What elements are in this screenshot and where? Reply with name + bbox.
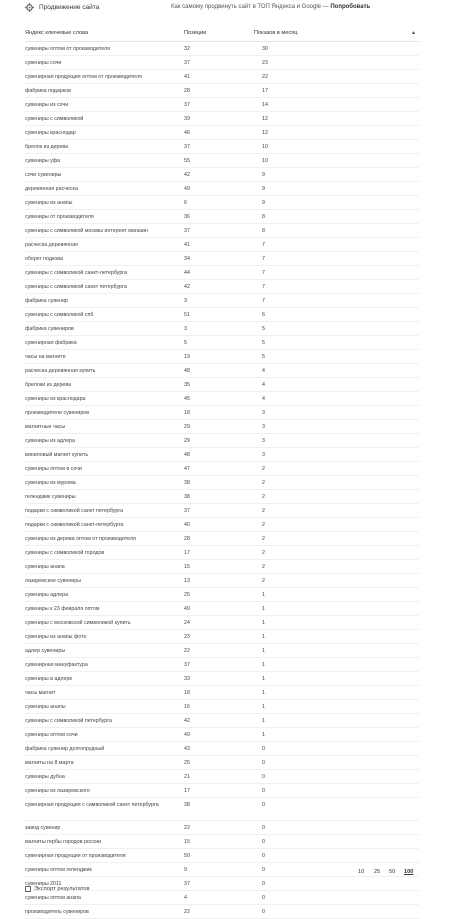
position-cell: 38: [184, 480, 190, 486]
keyword-cell: лазаревское сувениры: [25, 578, 82, 584]
keyword-cell: сувениры с символикой городов: [25, 550, 105, 556]
table-row: [25, 294, 419, 308]
table-row: [25, 420, 419, 434]
keyword-cell: адлер сувениры: [25, 648, 66, 654]
keyword-cell: оберег подкова: [25, 256, 63, 262]
page-size-25[interactable]: 25: [374, 869, 381, 875]
shows-cell: 23: [262, 60, 268, 66]
keyword-cell: геленджик сувениры: [25, 494, 76, 500]
keyword-cell: сувениры с символикой санкт-петербурга: [25, 270, 128, 276]
shows-cell: 0: [262, 839, 265, 845]
export-icon[interactable]: [25, 886, 31, 892]
position-cell: 49: [184, 186, 190, 192]
table-row: [25, 490, 419, 504]
table-row: [25, 336, 419, 350]
position-cell: 46: [184, 130, 190, 136]
table-row: [25, 140, 419, 154]
position-cell: 19: [184, 354, 190, 360]
shows-cell: 1: [262, 732, 265, 738]
position-cell: 42: [184, 172, 190, 178]
position-cell: 13: [184, 578, 190, 584]
shows-cell: 1: [262, 690, 265, 696]
table-row: [25, 70, 419, 84]
position-cell: 50: [184, 853, 190, 859]
keyword-cell: сувениры из анапы: [25, 200, 73, 206]
shows-cell: 1: [262, 718, 265, 724]
position-cell: 37: [184, 102, 190, 108]
position-cell: 47: [184, 466, 190, 472]
keyword-cell: сувениры из лазаревского: [25, 788, 90, 794]
shows-cell: 0: [262, 825, 265, 831]
keyword-cell: производитель сувениров: [25, 909, 89, 915]
shows-cell: 17: [262, 88, 268, 94]
keyword-cell: подарки с символикой санкт петербурга: [25, 508, 124, 514]
table-row: [25, 168, 419, 182]
page-size-10[interactable]: 10: [358, 869, 365, 875]
position-cell: 29: [184, 438, 190, 444]
shows-cell: 1: [262, 704, 265, 710]
shows-cell: 4: [262, 382, 265, 388]
keyword-cell: сувениры с символикой москвы интернет магазин: [25, 228, 148, 234]
table-row: [25, 224, 419, 238]
position-cell: 41: [184, 242, 190, 248]
shows-cell: 0: [262, 746, 265, 752]
shows-cell: 3: [262, 452, 265, 458]
shows-cell: 12: [262, 130, 268, 136]
keyword-cell: сувениры 2011: [25, 881, 62, 887]
keyword-cell: сувениры оптом анапа: [25, 895, 81, 901]
position-cell: 21: [184, 774, 190, 780]
table-row: [25, 588, 419, 602]
table-row: [25, 56, 419, 70]
shows-cell: 0: [262, 853, 265, 859]
table-row: [25, 238, 419, 252]
position-cell: 25: [184, 760, 190, 766]
keywords-table: [25, 25, 419, 919]
position-cell: 28: [184, 88, 190, 94]
shows-cell: 7: [262, 242, 265, 248]
export-link[interactable]: Экспорт результатов: [34, 886, 90, 892]
shows-cell: 8: [262, 228, 265, 234]
shows-cell: 8: [262, 214, 265, 220]
column-keywords[interactable]: Яндекс ключевые слова: [25, 30, 89, 36]
table-row: [25, 821, 419, 835]
table-row: [25, 686, 419, 700]
shows-cell: 2: [262, 480, 265, 486]
keyword-cell: сувенирная продукция оптом от производителя: [25, 74, 142, 80]
keyword-cell: фабрика подарков: [25, 88, 71, 94]
keyword-cell: сувениры оптом в сочи: [25, 466, 82, 472]
shows-cell: 0: [262, 895, 265, 901]
keyword-cell: сувениры с символикой петербурга: [25, 718, 112, 724]
position-cell: 16: [184, 704, 190, 710]
table-row: [25, 905, 419, 919]
shows-cell: 3: [262, 438, 265, 444]
shows-cell: 7: [262, 298, 265, 304]
table-row: [25, 616, 419, 630]
shows-cell: 7: [262, 256, 265, 262]
keyword-cell: расческа деревянная купить: [25, 368, 96, 374]
shows-cell: 1: [262, 662, 265, 668]
keyword-cell: фабрика сувениров: [25, 326, 74, 332]
table-body: [25, 42, 419, 919]
table-row: [25, 476, 419, 490]
shows-cell: 4: [262, 396, 265, 402]
position-cell: 18: [184, 410, 190, 416]
position-cell: 55: [184, 158, 190, 164]
position-cell: 42: [184, 284, 190, 290]
position-cell: 6: [184, 200, 187, 206]
keyword-cell: магнитные часы: [25, 424, 66, 430]
keyword-cell: сувенирная мануфактура: [25, 662, 88, 668]
keyword-cell: расческа деревянная: [25, 242, 78, 248]
keyword-cell: брелоки из дерева: [25, 382, 72, 388]
keyword-cell: сувениры краснодар: [25, 130, 76, 136]
table-row: [25, 672, 419, 686]
position-cell: 17: [184, 550, 190, 556]
table-row: [25, 448, 419, 462]
keyword-cell: сувенирная фабрика: [25, 340, 77, 346]
shows-cell: 2: [262, 536, 265, 542]
page-size-50[interactable]: 50: [389, 869, 396, 875]
table-row: [25, 308, 419, 322]
keyword-cell: сочи сувениры: [25, 172, 62, 178]
table-row: [25, 42, 419, 56]
table-row: [25, 406, 419, 420]
shows-cell: 9: [262, 172, 265, 178]
table-header: [25, 25, 419, 42]
shows-cell: 0: [262, 909, 265, 915]
position-cell: 37: [184, 144, 190, 150]
table-row: [25, 504, 419, 518]
table-row: [25, 742, 419, 756]
keyword-cell: деревянная расческа: [25, 186, 78, 192]
gear-icon: [25, 3, 34, 12]
table-row: [25, 280, 419, 294]
column-shows[interactable]: Показов в месяц: [254, 30, 298, 36]
position-cell: 4: [184, 895, 187, 901]
position-cell: 42: [184, 718, 190, 724]
position-cell: 36: [184, 214, 190, 220]
keyword-cell: сувениры из адлера: [25, 438, 75, 444]
position-cell: 38: [184, 494, 190, 500]
position-cell: 32: [184, 46, 190, 52]
table-row: [25, 714, 419, 728]
position-cell: 9: [184, 867, 187, 873]
table-row: [25, 364, 419, 378]
position-cell: 37: [184, 60, 190, 66]
keyword-cell: сувениры с символикой санкт петербурга: [25, 284, 127, 290]
shows-cell: 1: [262, 606, 265, 612]
position-cell: 25: [184, 592, 190, 598]
keyword-cell: сувениры оптом от производителя: [25, 46, 110, 52]
table-row: [25, 532, 419, 546]
shows-cell: 12: [262, 116, 268, 122]
column-positions[interactable]: Позиции: [184, 30, 207, 36]
position-cell: 37: [184, 881, 190, 887]
table-row: [25, 728, 419, 742]
keyword-cell: сувениры из анапы фото: [25, 634, 87, 640]
position-cell: 15: [184, 839, 190, 845]
shows-cell: 0: [262, 774, 265, 780]
position-cell: 3: [184, 326, 187, 332]
keyword-cell: часы магнит: [25, 690, 56, 696]
keyword-cell: виниловый магнит купить: [25, 452, 89, 458]
promo-link[interactable]: Попробовать: [330, 4, 371, 10]
keyword-cell: сувениры из краснодара: [25, 396, 86, 402]
position-cell: 37: [184, 228, 190, 234]
position-cell: 48: [184, 368, 190, 374]
shows-cell: 5: [262, 326, 265, 332]
page-size-100[interactable]: 100: [404, 869, 414, 875]
shows-cell: 9: [262, 186, 265, 192]
position-cell: 18: [184, 690, 190, 696]
shows-cell: 4: [262, 368, 265, 374]
position-cell: 28: [184, 536, 190, 542]
table-row: [25, 518, 419, 532]
position-cell: 24: [184, 620, 190, 626]
position-cell: 33: [184, 676, 190, 682]
position-cell: 40: [184, 522, 190, 528]
position-cell: 45: [184, 396, 190, 402]
keyword-cell: производители сувениров: [25, 410, 90, 416]
table-row: [25, 849, 419, 863]
shows-cell: 5: [262, 340, 265, 346]
keyword-cell: сувениры уфа: [25, 158, 60, 164]
top-bar: [0, 0, 453, 16]
position-cell: 49: [184, 732, 190, 738]
shows-cell: 2: [262, 564, 265, 570]
keyword-cell: брелок из дерева: [25, 144, 69, 150]
table-row: [25, 835, 419, 849]
keyword-cell: сувениры оптом сочи: [25, 732, 78, 738]
table-row: [25, 602, 419, 616]
position-cell: 35: [184, 382, 190, 388]
table-row: [25, 546, 419, 560]
table-row: [25, 392, 419, 406]
page-title: Продвижение сайта: [39, 4, 100, 11]
sort-arrow-icon[interactable]: ▲: [411, 30, 416, 36]
table-row: [25, 378, 419, 392]
shows-cell: 30: [262, 46, 268, 52]
table-row: [25, 154, 419, 168]
position-cell: 5: [184, 340, 187, 346]
position-cell: 41: [184, 74, 190, 80]
position-cell: 22: [184, 648, 190, 654]
shows-cell: 1: [262, 648, 265, 654]
table-row: [25, 784, 419, 798]
shows-cell: 2: [262, 578, 265, 584]
shows-cell: 2: [262, 550, 265, 556]
position-cell: 37: [184, 662, 190, 668]
keyword-cell: сувениры анапы: [25, 704, 66, 710]
shows-cell: 6: [262, 312, 265, 318]
position-cell: 22: [184, 909, 190, 915]
position-cell: 38: [184, 802, 190, 808]
shows-cell: 2: [262, 508, 265, 514]
keyword-cell: фабрика сувенир долгопрудный: [25, 746, 105, 752]
keyword-cell: сувенирная продукция от производителя: [25, 853, 126, 859]
shows-cell: 3: [262, 410, 265, 416]
shows-cell: 14: [262, 102, 268, 108]
shows-cell: 0: [262, 867, 265, 873]
keyword-cell: сувенирная продукция с символикой санкт петербурга: [25, 802, 159, 808]
shows-cell: 1: [262, 634, 265, 640]
table-row: [25, 658, 419, 672]
keyword-cell: сувениры сочи: [25, 60, 62, 66]
shows-cell: 1: [262, 592, 265, 598]
table-row: [25, 322, 419, 336]
position-cell: 23: [184, 634, 190, 640]
table-row: [25, 252, 419, 266]
position-cell: 17: [184, 788, 190, 794]
position-cell: 3: [184, 298, 187, 304]
shows-cell: 0: [262, 881, 265, 887]
table-row: [25, 574, 419, 588]
table-row: [25, 644, 419, 658]
shows-cell: 2: [262, 466, 265, 472]
shows-cell: 2: [262, 522, 265, 528]
keyword-cell: сувениры с московской символикой купить: [25, 620, 131, 626]
keyword-cell: часы на магните: [25, 354, 66, 360]
keyword-cell: сувениры в адлере: [25, 676, 73, 682]
keyword-cell: фабрика сувенир: [25, 298, 68, 304]
table-row: [25, 462, 419, 476]
table-row: [25, 434, 419, 448]
position-cell: 34: [184, 256, 190, 262]
keyword-cell: магниты гербы городов россии: [25, 839, 102, 845]
table-row: [25, 112, 419, 126]
position-cell: 51: [184, 312, 190, 318]
keyword-cell: сувениры из сочи: [25, 102, 69, 108]
table-row: [25, 210, 419, 224]
table-row: [25, 350, 419, 364]
keyword-cell: сувениры из дерева оптом от производителя: [25, 536, 136, 542]
table-row: [25, 630, 419, 644]
position-cell: 49: [184, 606, 190, 612]
table-row: [25, 560, 419, 574]
table-row: [25, 126, 419, 140]
position-cell: 37: [184, 508, 190, 514]
shows-cell: 10: [262, 158, 268, 164]
position-cell: 43: [184, 746, 190, 752]
keyword-cell: сувениры дубна: [25, 774, 65, 780]
position-cell: 22: [184, 825, 190, 831]
shows-cell: 2: [262, 494, 265, 500]
keyword-cell: сувениры с символикой спб: [25, 312, 94, 318]
promo-text: Как самому продвинуть сайт в ТОП Яндекса и Google —: [171, 4, 329, 10]
shows-cell: 5: [262, 354, 265, 360]
table-row: [25, 266, 419, 280]
promo-banner: [171, 4, 370, 10]
shows-cell: 22: [262, 74, 268, 80]
shows-cell: 1: [262, 676, 265, 682]
keyword-cell: подарки с символикой санкт-петербурга: [25, 522, 124, 528]
table-row: [25, 891, 419, 905]
shows-cell: 7: [262, 270, 265, 276]
position-cell: 39: [184, 116, 190, 122]
keyword-cell: магниты на 8 марта: [25, 760, 74, 766]
table-row: [25, 798, 419, 821]
keyword-cell: сувениры адлера: [25, 592, 69, 598]
table-row: [25, 700, 419, 714]
shows-cell: 3: [262, 424, 265, 430]
shows-cell: 7: [262, 284, 265, 290]
keyword-cell: сувениры анапа: [25, 564, 65, 570]
table-row: [25, 84, 419, 98]
keyword-cell: сувениры из мурома: [25, 480, 76, 486]
keyword-cell: сувениры от производителя: [25, 214, 94, 220]
table-row: [25, 770, 419, 784]
position-cell: 29: [184, 424, 190, 430]
shows-cell: 9: [262, 200, 265, 206]
table-row: [25, 756, 419, 770]
position-cell: 48: [184, 452, 190, 458]
table-row: [25, 182, 419, 196]
keyword-cell: завод сувенир: [25, 825, 61, 831]
shows-cell: 0: [262, 802, 265, 808]
shows-cell: 1: [262, 620, 265, 626]
table-row: [25, 196, 419, 210]
keyword-cell: сувениры с символикой: [25, 116, 84, 122]
keyword-cell: сувениры к 23 февраля оптом: [25, 606, 100, 612]
position-cell: 44: [184, 270, 190, 276]
shows-cell: 0: [262, 760, 265, 766]
shows-cell: 10: [262, 144, 268, 150]
position-cell: 15: [184, 564, 190, 570]
shows-cell: 0: [262, 788, 265, 794]
table-row: [25, 98, 419, 112]
keyword-cell: сувениры оптом геленджик: [25, 867, 92, 873]
